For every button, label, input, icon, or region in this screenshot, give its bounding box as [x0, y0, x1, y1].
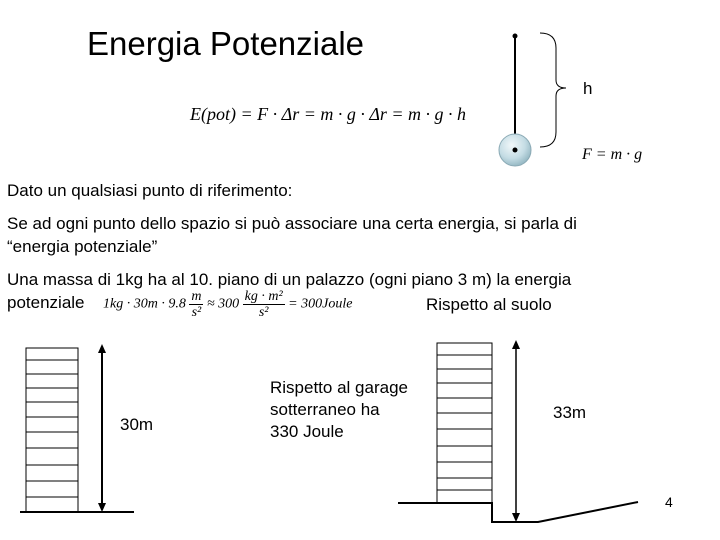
- calc-fraction-1-den: s²: [191, 305, 202, 320]
- top-dot: [513, 34, 518, 39]
- ground-reference-label: Rispetto al suolo: [426, 295, 552, 314]
- calc-fraction-2: [243, 289, 285, 320]
- calc-approx: ≈ 300: [206, 296, 240, 312]
- height-label: h: [583, 79, 593, 98]
- right-height-label: 33m: [553, 403, 587, 422]
- building-outline: [437, 343, 492, 503]
- definition-text-line2: “energia potenziale”: [7, 237, 158, 256]
- definition-text-line1: Se ad ogni punto dello spazio si può associare una certa energia, si parla di: [7, 214, 577, 233]
- left-height-label: 30m: [120, 415, 154, 434]
- calc-fraction-2-den: s²: [258, 305, 269, 320]
- garage-reference-line1: Rispetto al garage: [270, 378, 408, 397]
- force-formula: F = m · g: [582, 146, 643, 163]
- slide-title: Energia Potenziale: [87, 25, 365, 62]
- ground-and-garage-line: [398, 502, 638, 522]
- example-text-line1: Una massa di 1kg ha al 10. piano di un palazzo (ogni piano 3 m) la energia: [7, 270, 572, 289]
- potential-diagram: [499, 33, 566, 166]
- calc-fraction-2-num: kg · m²: [244, 289, 283, 304]
- potential-energy-formula: E(pot) = F · Δr = m · g · Δr = m · g · h: [190, 104, 467, 124]
- left-building: [20, 344, 134, 512]
- right-building: [398, 340, 638, 522]
- page-number: 4: [665, 494, 673, 510]
- garage-reference-line3: 330 Joule: [270, 422, 344, 441]
- building-outline: [26, 348, 78, 512]
- example-text-line2: potenziale: [7, 293, 85, 312]
- height-brace: [540, 33, 566, 147]
- calc-lead: 1kg · 30m · 9.8: [103, 296, 186, 312]
- energy-calculation: [103, 289, 352, 320]
- ball-center-dot: [513, 148, 518, 153]
- garage-reference-line2: sotterraneo ha: [270, 400, 380, 419]
- calc-result: = 300Joule: [288, 296, 353, 312]
- calc-fraction-1-num: m: [191, 289, 202, 304]
- reference-point-text: Dato un qualsiasi punto di riferimento:: [7, 181, 293, 200]
- calc-fraction-1: [189, 289, 203, 320]
